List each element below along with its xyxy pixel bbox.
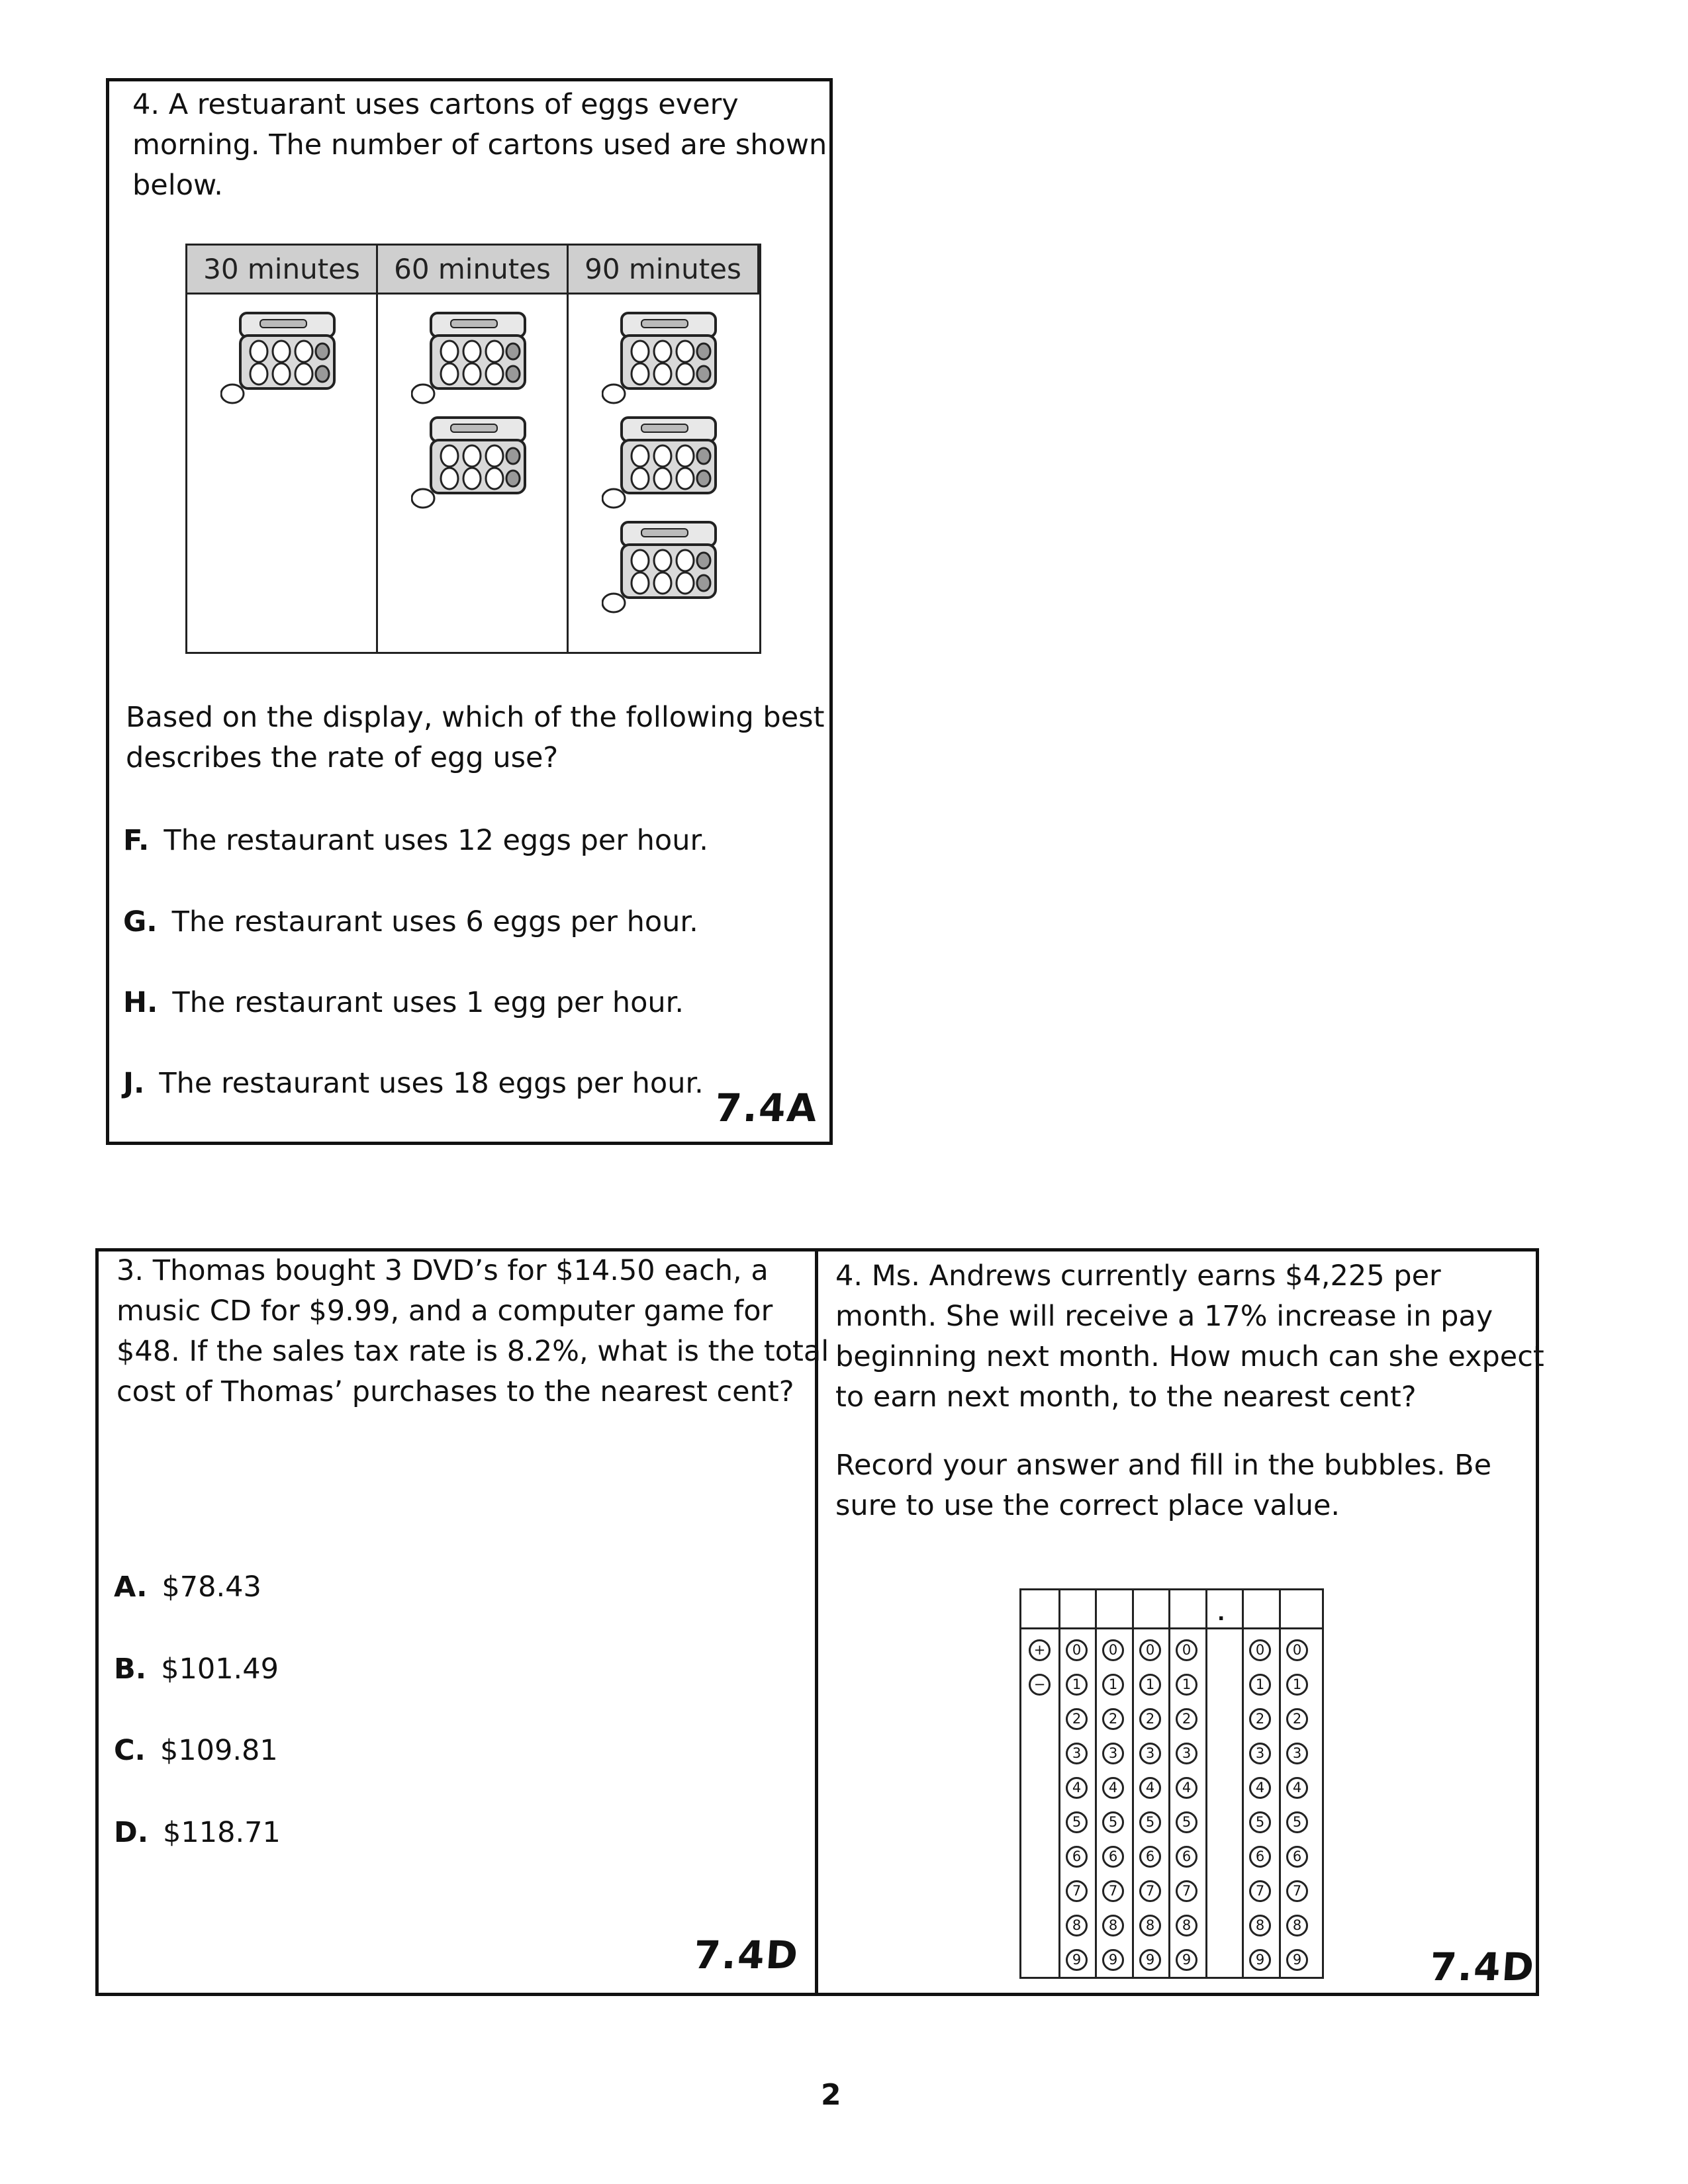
- option-f[interactable]: [123, 824, 708, 857]
- standard-tag: 7.4D: [692, 1933, 801, 1978]
- grid-column-line: [1095, 1590, 1097, 1977]
- digit-bubble[interactable]: 7: [1139, 1880, 1161, 1902]
- digit-bubble[interactable]: 8: [1176, 1915, 1197, 1936]
- digit-bubble[interactable]: 7: [1286, 1880, 1308, 1902]
- option-text: The restaurant uses 12 eggs per hour.: [164, 824, 708, 857]
- digit-bubble[interactable]: 3: [1066, 1743, 1088, 1764]
- option-text: $78.43: [162, 1570, 261, 1604]
- option-text: The restaurant uses 1 egg per hour.: [172, 986, 684, 1019]
- minus-sign-bubble[interactable]: −: [1029, 1674, 1051, 1696]
- digit-bubble[interactable]: 5: [1176, 1811, 1197, 1833]
- digit-bubble[interactable]: 4: [1139, 1777, 1161, 1799]
- option-a[interactable]: [114, 1570, 261, 1604]
- option-c[interactable]: [114, 1734, 278, 1767]
- digit-bubble[interactable]: 3: [1176, 1743, 1197, 1764]
- digit-bubble[interactable]: 0: [1176, 1639, 1197, 1661]
- grid-answer-row-divider: [1021, 1627, 1322, 1629]
- digit-bubble[interactable]: 8: [1102, 1915, 1124, 1936]
- table-header-30: 30 minutes: [187, 246, 378, 295]
- digit-bubble[interactable]: 4: [1102, 1777, 1124, 1799]
- grid-decimal-point: .: [1217, 1602, 1225, 1625]
- digit-bubble[interactable]: 1: [1102, 1674, 1124, 1696]
- table-header-90: 90 minutes: [569, 246, 759, 295]
- digit-bubble[interactable]: 7: [1176, 1880, 1197, 1902]
- digit-bubble[interactable]: 9: [1286, 1949, 1308, 1971]
- digit-bubble[interactable]: 2: [1286, 1708, 1308, 1730]
- digit-bubble[interactable]: 9: [1102, 1949, 1124, 1971]
- gridded-response-grid[interactable]: [1019, 1588, 1324, 1979]
- gridded-instructions: Record your answer and fill in the bubbles. Be sure to use the correct place value.: [835, 1449, 1492, 1522]
- digit-bubble[interactable]: 9: [1066, 1949, 1088, 1971]
- digit-bubble[interactable]: 1: [1176, 1674, 1197, 1696]
- digit-bubble[interactable]: 5: [1249, 1811, 1271, 1833]
- digit-bubble[interactable]: 5: [1286, 1811, 1308, 1833]
- digit-bubble[interactable]: 5: [1139, 1811, 1161, 1833]
- grid-column-line: [1058, 1590, 1060, 1977]
- digit-bubble[interactable]: 4: [1066, 1777, 1088, 1799]
- digit-bubble[interactable]: 4: [1176, 1777, 1197, 1799]
- digit-bubble[interactable]: 5: [1102, 1811, 1124, 1833]
- table-cell-30: [187, 295, 378, 652]
- option-d[interactable]: [114, 1816, 281, 1849]
- standard-tag: 7.4A: [713, 1085, 820, 1130]
- page-number: 2: [821, 2078, 841, 2112]
- option-g[interactable]: [123, 905, 698, 938]
- table-cell-90: [569, 295, 759, 652]
- digit-bubble[interactable]: 9: [1249, 1949, 1271, 1971]
- egg-carton-icon: [602, 518, 721, 617]
- option-j[interactable]: [123, 1067, 704, 1100]
- digit-bubble[interactable]: 2: [1066, 1708, 1088, 1730]
- digit-bubble[interactable]: 4: [1249, 1777, 1271, 1799]
- egg-carton-icon: [220, 309, 340, 408]
- grid-column-line: [1132, 1590, 1134, 1977]
- option-text: $101.49: [161, 1653, 279, 1686]
- digit-bubble[interactable]: 9: [1176, 1949, 1197, 1971]
- digit-bubble[interactable]: 7: [1102, 1880, 1124, 1902]
- egg-carton-icon: [602, 414, 721, 513]
- digit-bubble[interactable]: 0: [1139, 1639, 1161, 1661]
- egg-carton-icon: [411, 309, 530, 408]
- digit-bubble[interactable]: 5: [1066, 1811, 1088, 1833]
- option-letter: H.: [123, 986, 158, 1019]
- option-letter: F.: [123, 824, 150, 857]
- digit-bubble[interactable]: 6: [1102, 1846, 1124, 1868]
- digit-bubble[interactable]: 1: [1066, 1674, 1088, 1696]
- option-letter: A.: [114, 1570, 148, 1604]
- question-text-sales-tax: 3. Thomas bought 3 DVD’s for $14.50 each, a music CD for $9.99, and a computer game for $48. If the sales tax rate is 8.2%, what is the total cost of Thomas’ purchases to the nearest cent?: [117, 1254, 829, 1408]
- digit-bubble[interactable]: 2: [1249, 1708, 1271, 1730]
- egg-carton-icon: [411, 414, 530, 513]
- digit-bubble[interactable]: 0: [1286, 1639, 1308, 1661]
- digit-bubble[interactable]: 3: [1139, 1743, 1161, 1764]
- digit-bubble[interactable]: 2: [1102, 1708, 1124, 1730]
- digit-bubble[interactable]: 6: [1286, 1846, 1308, 1868]
- digit-bubble[interactable]: 0: [1066, 1639, 1088, 1661]
- digit-bubble[interactable]: 8: [1139, 1915, 1161, 1936]
- option-letter: B.: [114, 1653, 147, 1686]
- digit-bubble[interactable]: 1: [1286, 1674, 1308, 1696]
- plus-sign-bubble[interactable]: +: [1029, 1639, 1051, 1661]
- option-letter: G.: [123, 905, 158, 938]
- digit-bubble[interactable]: 1: [1139, 1674, 1161, 1696]
- digit-bubble[interactable]: 8: [1286, 1915, 1308, 1936]
- option-b[interactable]: [114, 1653, 279, 1686]
- standard-tag: 7.4D: [1428, 1944, 1537, 1989]
- table-header-60: 60 minutes: [378, 246, 569, 295]
- grid-column-line: [1279, 1590, 1281, 1977]
- option-text: The restaurant uses 18 eggs per hour.: [159, 1067, 704, 1100]
- grid-column-line: [1168, 1590, 1170, 1977]
- egg-display-table: [185, 244, 761, 654]
- digit-bubble[interactable]: 3: [1286, 1743, 1308, 1764]
- digit-bubble[interactable]: 3: [1249, 1743, 1271, 1764]
- option-letter: D.: [114, 1816, 149, 1849]
- question-text-egg: 4. A restuarant uses cartons of eggs every morning. The number of cartons used are shown below.: [132, 88, 827, 202]
- digit-bubble[interactable]: 6: [1066, 1846, 1088, 1868]
- option-text: The restaurant uses 6 eggs per hour.: [171, 905, 698, 938]
- digit-bubble[interactable]: 0: [1102, 1639, 1124, 1661]
- digit-bubble[interactable]: 7: [1066, 1880, 1088, 1902]
- option-letter: J.: [123, 1067, 145, 1100]
- digit-bubble[interactable]: 0: [1249, 1639, 1271, 1661]
- digit-bubble[interactable]: 6: [1249, 1846, 1271, 1868]
- table-cell-60: [378, 295, 569, 652]
- digit-bubble[interactable]: 6: [1139, 1846, 1161, 1868]
- grid-column-line: [1205, 1590, 1207, 1977]
- digit-bubble[interactable]: 2: [1176, 1708, 1197, 1730]
- digit-bubble[interactable]: 4: [1286, 1777, 1308, 1799]
- question-prompt-egg: Based on the display, which of the following best describes the rate of egg use?: [126, 701, 825, 774]
- option-text: $109.81: [160, 1734, 278, 1767]
- option-text: $118.71: [163, 1816, 281, 1849]
- digit-bubble[interactable]: 7: [1249, 1880, 1271, 1902]
- question-text-pay: 4. Ms. Andrews currently earns $4,225 per month. She will receive a 17% increase in pay beginning next month. How much can she expect to earn next month, to the nearest cent?: [835, 1259, 1544, 1414]
- grid-column-line: [1242, 1590, 1244, 1977]
- digit-bubble[interactable]: 2: [1139, 1708, 1161, 1730]
- digit-bubble[interactable]: 3: [1102, 1743, 1124, 1764]
- egg-carton-icon: [602, 309, 721, 408]
- digit-bubble[interactable]: 6: [1176, 1846, 1197, 1868]
- option-letter: C.: [114, 1734, 146, 1767]
- digit-bubble[interactable]: 8: [1066, 1915, 1088, 1936]
- digit-bubble[interactable]: 8: [1249, 1915, 1271, 1936]
- digit-bubble[interactable]: 1: [1249, 1674, 1271, 1696]
- digit-bubble[interactable]: 9: [1139, 1949, 1161, 1971]
- option-h[interactable]: [123, 986, 684, 1019]
